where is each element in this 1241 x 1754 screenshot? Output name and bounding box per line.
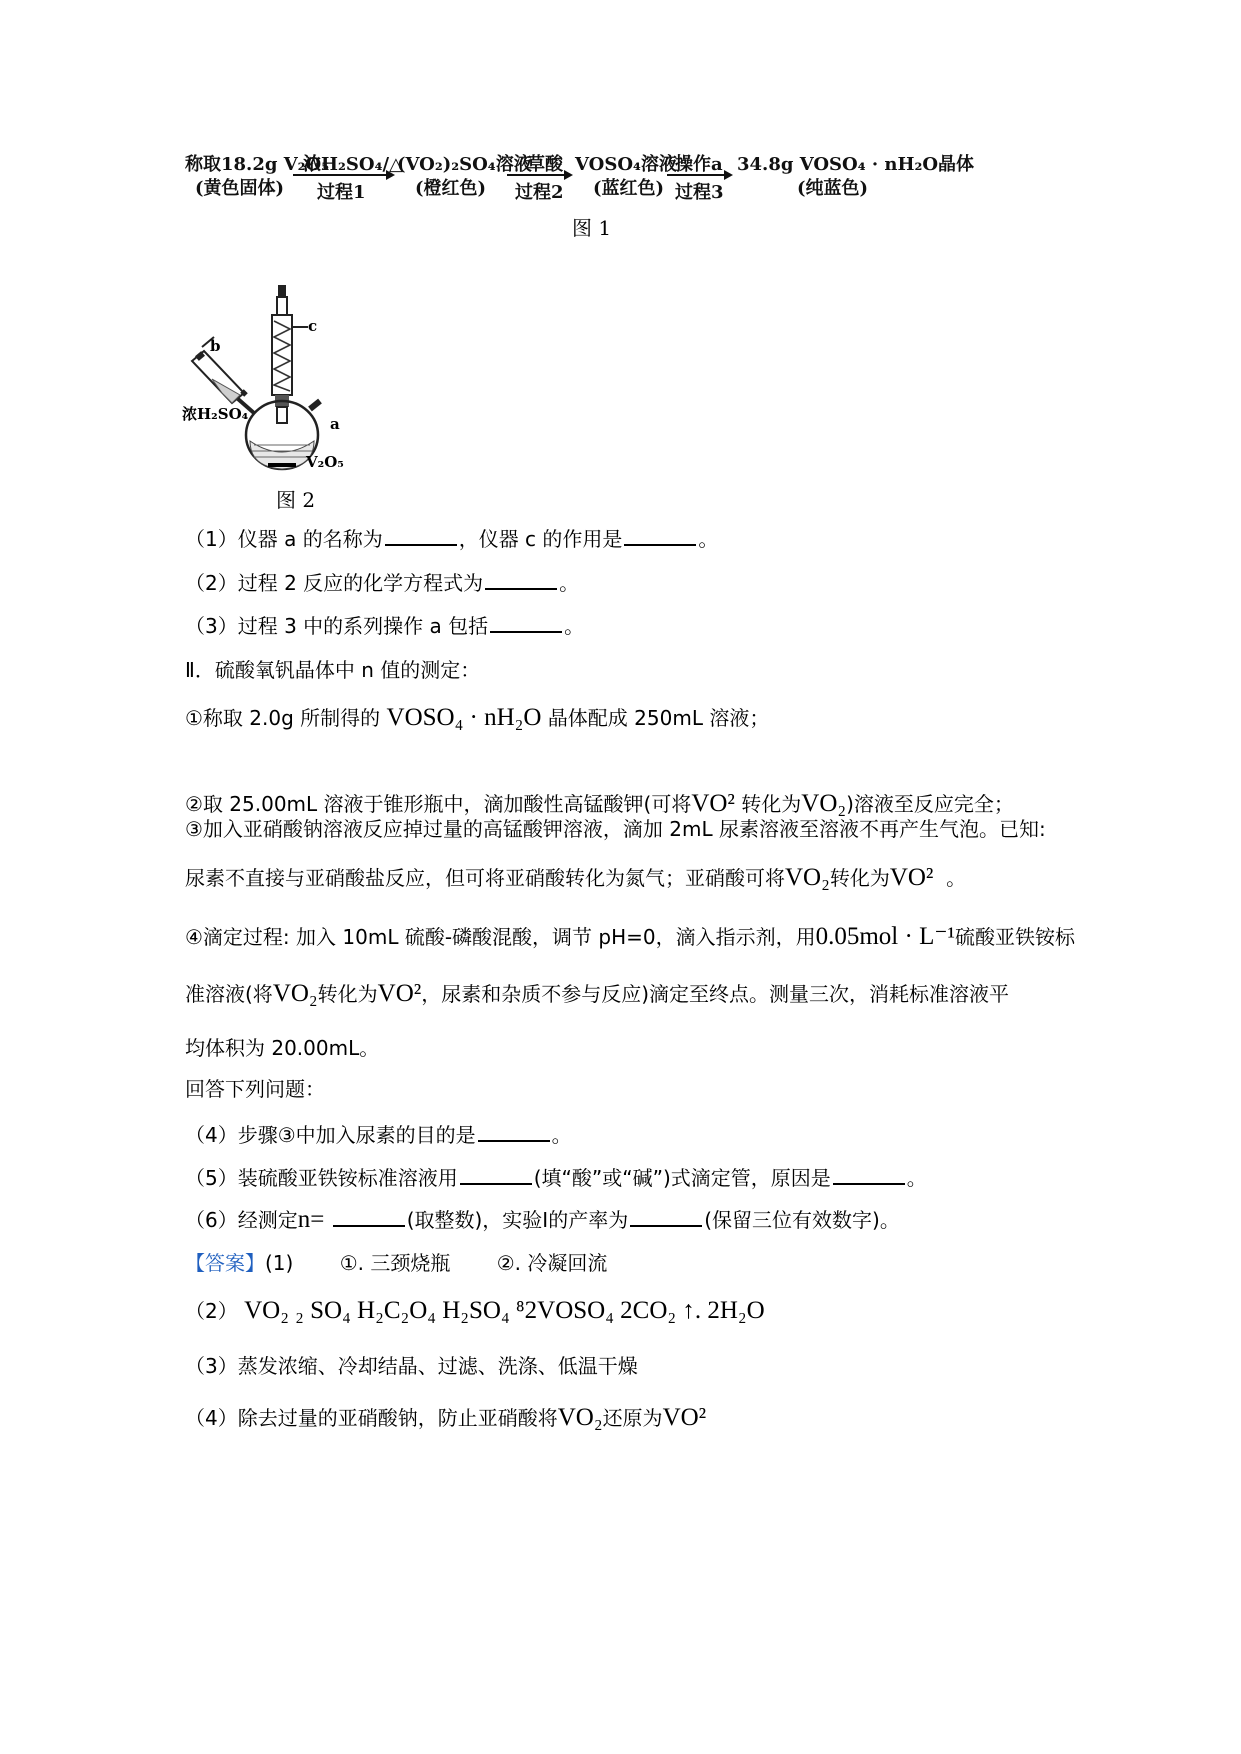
- step4-concentration: 0.05mol · L⁻¹: [815, 923, 956, 950]
- apparatus-label-b: b: [210, 337, 221, 355]
- q1-text-b: ，仪器 c 的作用是: [458, 527, 623, 551]
- step-3-line-2: [185, 862, 966, 892]
- answer-blank: [460, 1182, 532, 1185]
- step2-text-b: 转化为: [734, 792, 802, 816]
- flow-mid1: (VO₂)₂SO₄溶液: [397, 154, 532, 175]
- step-3-line-1: ③加入亚硝酸钠溶液反应掉过量的高锰酸钾溶液，滴加 2mL 尿素溶液至溶液不再产生气泡。已知:: [185, 817, 1046, 841]
- answer-blank: [630, 1224, 702, 1227]
- step-4-line-1: [185, 921, 1075, 951]
- answer-1: [185, 1247, 607, 1276]
- flow-end-color: (纯蓝色): [797, 178, 869, 199]
- step2-formula-2: VO₂: [801, 790, 847, 817]
- answer4-formula-1: VO₂: [557, 1404, 603, 1431]
- flow-mid2: VOSO₄溶液: [575, 154, 677, 175]
- apparatus-label-a: a: [330, 415, 340, 433]
- step4-text-d: 转化为: [317, 982, 378, 1006]
- q5-text-b: (填“酸”或“碱”)式滴定管，原因是: [533, 1166, 831, 1190]
- q3-text-a: （3）过程 3 中的系列操作 a 包括: [185, 614, 489, 638]
- part2-heading: Ⅱ．硫酸氧钒晶体中 n 值的测定：: [185, 658, 481, 682]
- answer-blank: [624, 543, 696, 546]
- answer-2: [185, 1295, 765, 1325]
- step4-text-a: ④滴定过程: 加入 10mL 硫酸-磷酸混酸，调节 pH=0，滴入指示剂，用: [185, 925, 816, 949]
- answer-3: （3）蒸发浓缩、冷却结晶、过滤、洗涤、低温干燥: [185, 1354, 638, 1378]
- arrow3-operation: 操作a: [675, 154, 723, 175]
- step2-formula-1: VO²: [691, 790, 735, 817]
- arrow3: [667, 174, 731, 176]
- step3-formula-1: VO₂: [785, 864, 830, 891]
- flow-end: 34.8g VOSO₄ · nH₂O晶体: [737, 154, 975, 175]
- step4-text-b: 硫酸亚铁铵标: [955, 925, 1076, 949]
- q3-text-b: 。: [564, 614, 585, 638]
- step2-text-a: ②取 25.00mL 溶液于锥形瓶中，滴加酸性高锰酸钾(可将: [185, 792, 692, 816]
- step-4-line-3: 均体积为 20.00mL。: [185, 1036, 380, 1060]
- step-1: [185, 702, 769, 732]
- answer-blank: [490, 630, 562, 633]
- answer4-formula-2: VO²: [662, 1404, 707, 1431]
- step3-text-b: 尿素不直接与亚硝酸盐反应，但可将亚硝酸转化为氮气；亚硝酸可将: [185, 866, 785, 890]
- question-2: [185, 567, 579, 596]
- answer4-text-b: 还原为: [602, 1406, 663, 1430]
- answer1-part2: ②. 冷凝回流: [496, 1251, 608, 1275]
- answer4-text-a: （4）除去过量的亚硝酸钠，防止亚硝酸将: [185, 1406, 558, 1430]
- question-4: [185, 1119, 572, 1148]
- q2-text-b: 。: [559, 571, 580, 595]
- question-1: [185, 523, 718, 552]
- q4-text-b: 。: [551, 1123, 572, 1147]
- arrow1: [293, 174, 393, 176]
- q6-text-a: （6）经测定: [185, 1208, 298, 1232]
- flow-start: 称取18.2g V₂O₅: [185, 154, 330, 175]
- step1-text-a: ①称取 2.0g 所制得的: [185, 706, 381, 730]
- answer1-num: (1): [265, 1251, 294, 1275]
- step3-text-d: 。: [946, 866, 967, 890]
- flow-mid2-color: (蓝红色): [593, 178, 665, 199]
- arrow1-step: 过程1: [317, 182, 366, 203]
- step2-text-c: )溶液至反应完全；: [846, 792, 1014, 816]
- step4-text-e: ，尿素和杂质不参与反应)滴定至终点。测量三次，消耗标准溶液平: [421, 982, 1010, 1006]
- apparatus-label-v2o5: V₂O₅: [306, 453, 344, 471]
- flow-mid1-color: (橙红色): [415, 178, 487, 199]
- q2-text-a: （2）过程 2 反应的化学方程式为: [185, 571, 484, 595]
- answer-tag: 【答案】: [185, 1251, 265, 1275]
- answer-4: [185, 1402, 706, 1432]
- question-5: [185, 1162, 927, 1191]
- arrow2-step: 过程2: [515, 182, 564, 203]
- q1-text-c: 。: [698, 527, 719, 551]
- q6-n: n=: [297, 1206, 325, 1233]
- answer2-equation: VO₂ ₂ SO₄ H₂C₂O₄ H₂SO₄ ⁸2VOSO₄ 2CO₂ ↑. 2H₂O: [244, 1297, 765, 1324]
- answer-blank: [833, 1182, 905, 1185]
- apparatus-label-h2so4: 浓H₂SO₄: [182, 405, 249, 423]
- answer1-part1: ①. 三颈烧瓶: [339, 1251, 451, 1275]
- q6-text-b: (取整数)，实验Ⅰ的产率为: [406, 1208, 629, 1232]
- step-4-line-2: [185, 978, 1009, 1008]
- process-flow-diagram: [185, 150, 1065, 220]
- step3-text-c: 转化为: [829, 866, 890, 890]
- figure2-caption: 图 2: [276, 488, 316, 512]
- arrow1-reagent: 浓H₂SO₄/△: [303, 154, 403, 175]
- question-6: [185, 1204, 900, 1234]
- step4-formula-3: VO²: [377, 980, 422, 1007]
- flow-start-color: (黄色固体): [195, 178, 285, 199]
- arrow2: [507, 174, 571, 176]
- question-3: [185, 610, 584, 639]
- q5-text-a: （5）装硫酸亚铁铵标准溶液用: [185, 1166, 458, 1190]
- arrow2-reagent: 草酸: [527, 154, 563, 175]
- answer-prompt: 回答下列问题：: [185, 1077, 325, 1101]
- answer-blank: [333, 1224, 405, 1227]
- q4-text-a: （4）步骤③中加入尿素的目的是: [185, 1123, 476, 1147]
- figure1-caption: 图 1: [572, 216, 612, 240]
- step4-formula-2: VO₂: [272, 980, 318, 1007]
- step1-formula: VOSO₄ · nH₂O: [386, 704, 542, 731]
- q1-text-a: （1）仪器 a 的名称为: [185, 527, 383, 551]
- step4-text-c: 准溶液(将: [185, 982, 273, 1006]
- answer-blank: [478, 1139, 550, 1142]
- answer-blank: [485, 587, 557, 590]
- answer2-num: （2）: [185, 1299, 238, 1323]
- q5-text-c: 。: [906, 1166, 927, 1190]
- q6-text-c: (保留三位有效数字)。: [704, 1208, 900, 1232]
- step3-formula-2: VO²: [889, 864, 934, 891]
- answer-blank: [385, 543, 457, 546]
- step1-text-b: 晶体配成 250mL 溶液；: [547, 706, 770, 730]
- arrow3-step: 过程3: [675, 182, 724, 203]
- apparatus-label-c: c: [308, 317, 318, 335]
